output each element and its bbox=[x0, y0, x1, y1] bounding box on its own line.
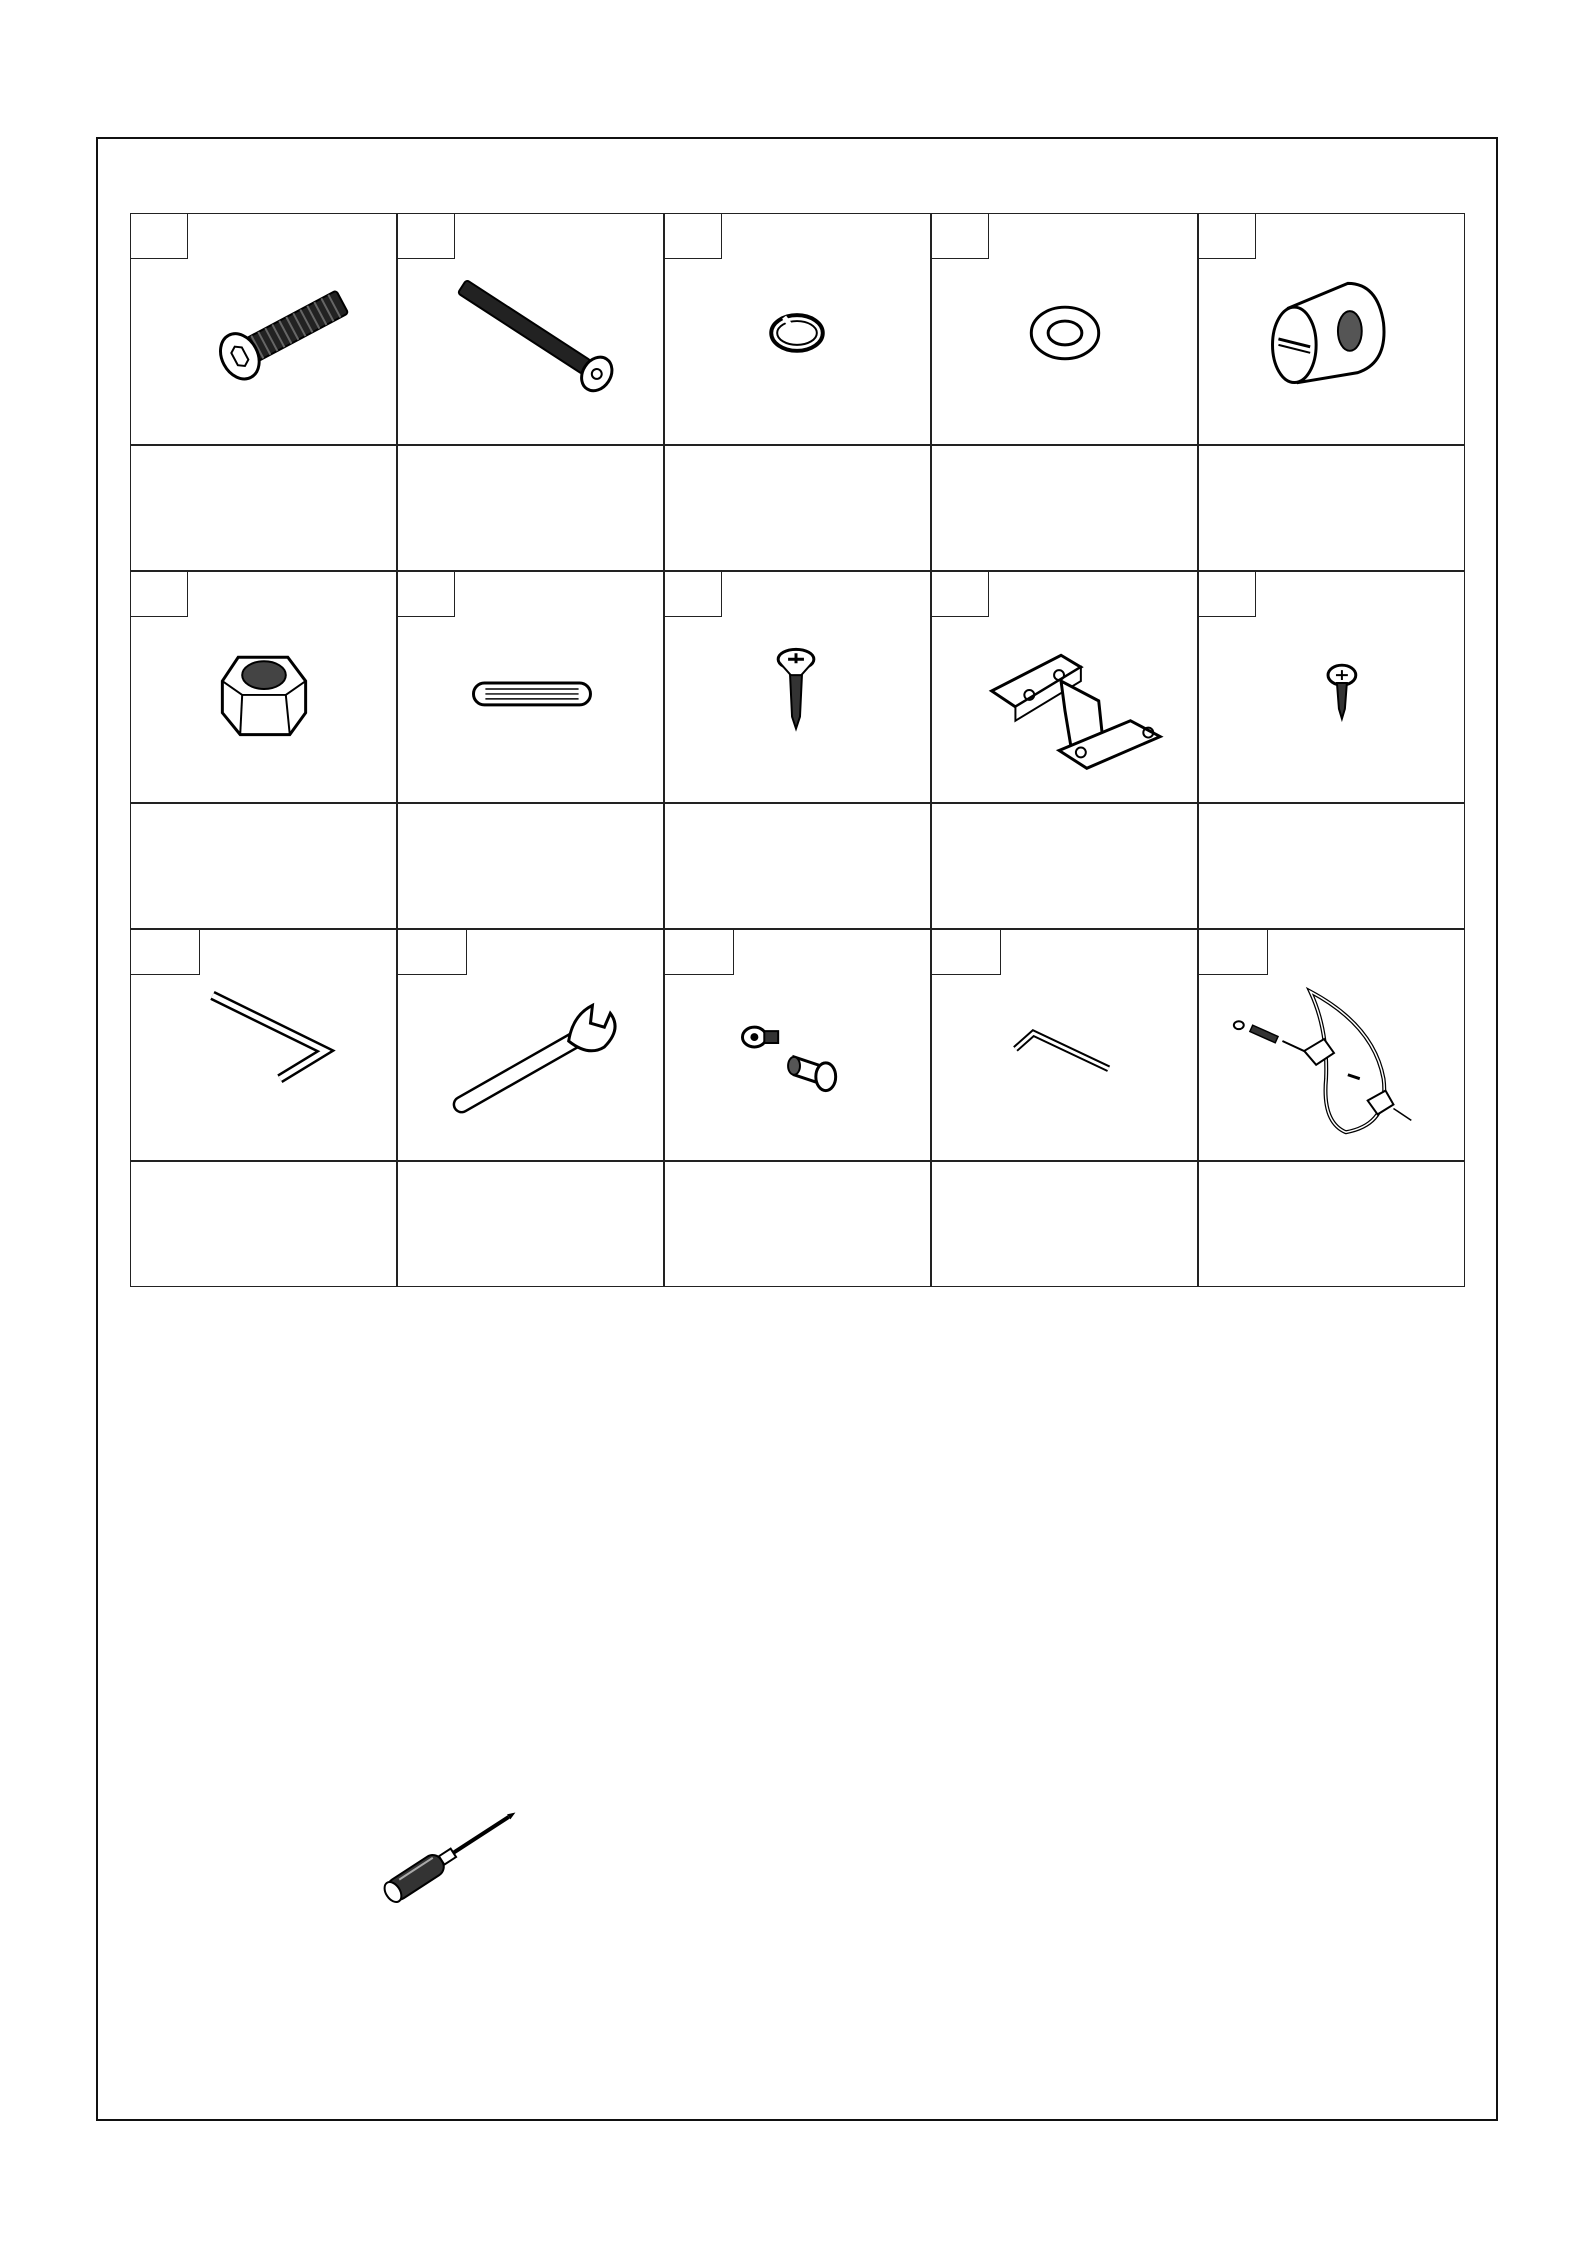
part-cell-13 bbox=[664, 929, 931, 1161]
part-quantity bbox=[398, 804, 663, 928]
qty-cell-4 bbox=[931, 445, 1198, 571]
qty-cell-1 bbox=[130, 445, 397, 571]
part-quantity bbox=[398, 1162, 663, 1286]
qty-cell-15 bbox=[1198, 1161, 1465, 1287]
spring-washer-icon bbox=[665, 214, 930, 444]
part-quantity bbox=[665, 1162, 930, 1286]
qty-cell-5 bbox=[1198, 445, 1465, 571]
part-cell-2 bbox=[397, 213, 664, 445]
cabinet-hinge-icon bbox=[932, 572, 1197, 802]
part-cell-1 bbox=[130, 213, 397, 445]
qty-cell-12 bbox=[397, 1161, 664, 1287]
barrel-nut-icon bbox=[1199, 214, 1464, 444]
hex-socket-bolt-icon bbox=[131, 214, 396, 444]
part-quantity bbox=[131, 1162, 396, 1286]
part-quantity bbox=[131, 804, 396, 928]
part-cell-9 bbox=[931, 571, 1198, 803]
part-cell-15 bbox=[1198, 929, 1465, 1161]
part-quantity bbox=[932, 1162, 1197, 1286]
short-allen-key-icon bbox=[932, 930, 1197, 1160]
anti-tip-strap-kit-icon bbox=[1199, 930, 1464, 1160]
part-cell-10 bbox=[1198, 571, 1465, 803]
open-end-wrench-icon bbox=[398, 930, 663, 1160]
screwdriver-icon bbox=[370, 1800, 530, 1910]
wooden-dowel-icon bbox=[398, 572, 663, 802]
part-cell-3 bbox=[664, 213, 931, 445]
qty-cell-7 bbox=[397, 803, 664, 929]
flat-washer-icon bbox=[932, 214, 1197, 444]
connector-bolt-set-icon bbox=[665, 930, 930, 1160]
pan-head-screw-icon bbox=[1199, 572, 1464, 802]
part-quantity bbox=[665, 804, 930, 928]
qty-cell-11 bbox=[130, 1161, 397, 1287]
part-quantity bbox=[932, 804, 1197, 928]
qty-cell-13 bbox=[664, 1161, 931, 1287]
part-quantity bbox=[1199, 446, 1464, 570]
countersunk-screw-icon bbox=[665, 572, 930, 802]
qty-cell-8 bbox=[664, 803, 931, 929]
part-cell-5 bbox=[1198, 213, 1465, 445]
qty-cell-2 bbox=[397, 445, 664, 571]
part-quantity bbox=[932, 446, 1197, 570]
qty-cell-9 bbox=[931, 803, 1198, 929]
long-allen-key-icon bbox=[131, 930, 396, 1160]
qty-cell-3 bbox=[664, 445, 931, 571]
part-cell-14 bbox=[931, 929, 1198, 1161]
part-cell-7 bbox=[397, 571, 664, 803]
part-quantity bbox=[1199, 1162, 1464, 1286]
part-cell-11 bbox=[130, 929, 397, 1161]
part-cell-6 bbox=[130, 571, 397, 803]
part-quantity bbox=[665, 446, 930, 570]
part-cell-12 bbox=[397, 929, 664, 1161]
required-tools-area bbox=[370, 1800, 530, 1910]
qty-cell-6 bbox=[130, 803, 397, 929]
long-hex-bolt-icon bbox=[398, 214, 663, 444]
part-quantity bbox=[131, 446, 396, 570]
qty-cell-10 bbox=[1198, 803, 1465, 929]
part-cell-8 bbox=[664, 571, 931, 803]
part-quantity bbox=[1199, 804, 1464, 928]
qty-cell-14 bbox=[931, 1161, 1198, 1287]
part-cell-4 bbox=[931, 213, 1198, 445]
part-quantity bbox=[398, 446, 663, 570]
hex-nut-icon bbox=[131, 572, 396, 802]
